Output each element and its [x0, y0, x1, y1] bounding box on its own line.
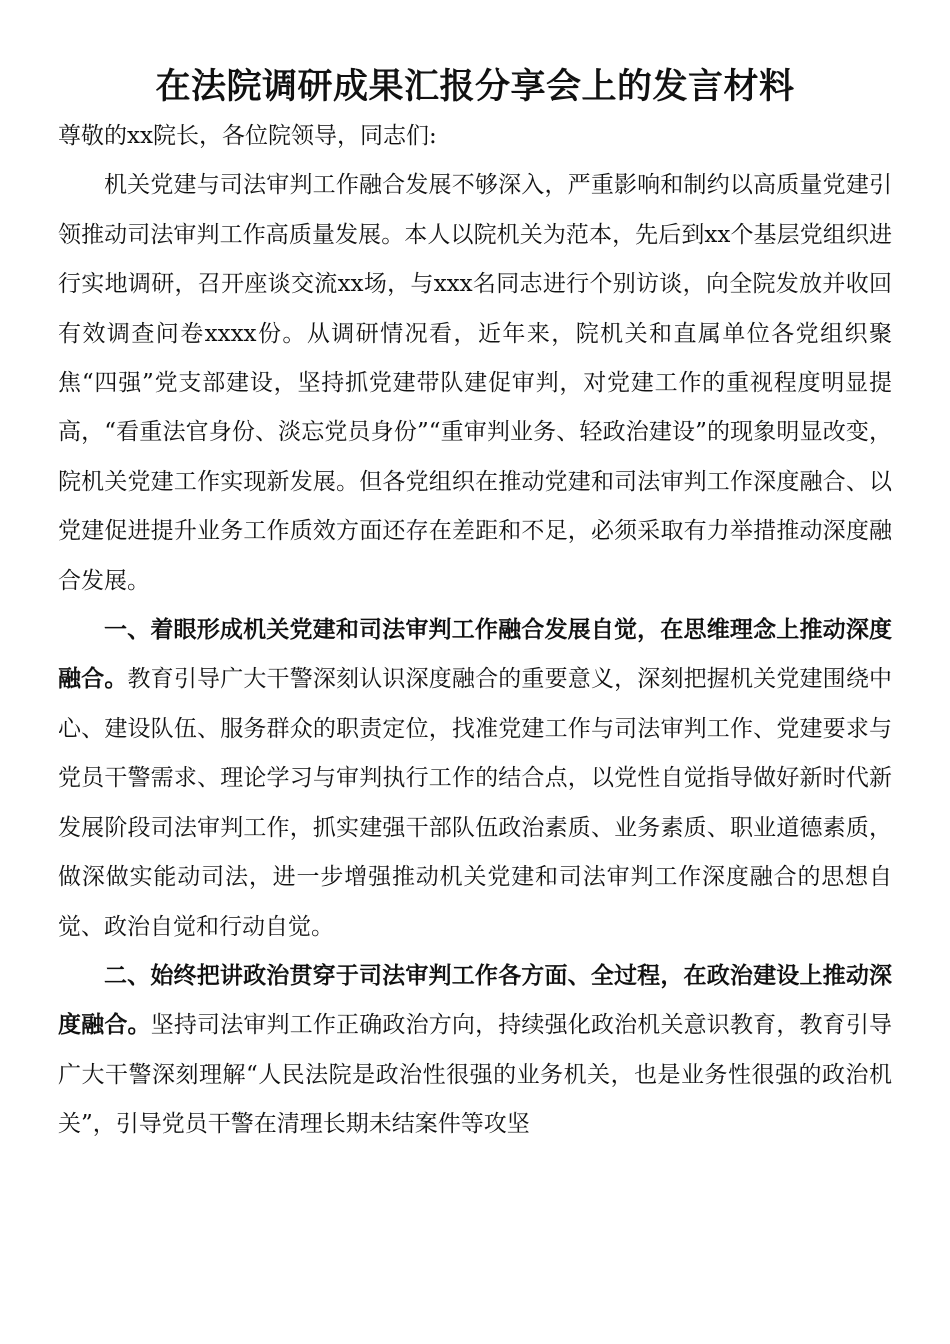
- section-1-heading: 一、着眼形成机关党建和司法审判工作融合发展自觉，在思维理念上推动深度融合。: [58, 617, 892, 693]
- paragraph-intro: [58, 161, 892, 606]
- paragraph-section-2: [58, 952, 892, 1150]
- section-2-text: 坚持司法审判工作正确政治方向，持续强化政治机关意识教育，教育引导广大干警深刻理解“人民法院是政治性很强的业务机关，也是业务性很强的政治机关”，引导党员干警在清理长期未结案件等攻坚: [58, 1012, 893, 1138]
- paragraph-section-1: [58, 606, 892, 952]
- salutation: 尊敬的xx院长，各位院领导，同志们:: [58, 123, 437, 149]
- document-page: [58, 62, 892, 1150]
- document-body: [58, 112, 892, 1150]
- section-2-heading: 二、始终把讲政治贯穿于司法审判工作各方面、全过程，在政治建设上推动深度融合。: [58, 962, 892, 1039]
- paragraph-intro-text: 机关党建与司法审判工作融合发展不够深入，严重影响和制约以高质量党建引领推动司法审判工作高质量发展。本人以院机关为范本，先后到xx个基层党组织进行实地调研，召开座谈交流xx场，与xxx名同志进行个别访谈，向全院发放并收回有效调查问卷xxxx份。从调研情况看，近年来，院机关和直属单位各党组织聚焦“四强”党支部建设，坚持抓党建带队建促审判，对党建工作的重视程度明显提高，“看重法官身份、淡忘党员身份”“重审判业务、轻政治建设”的现象明显改变，院机关党建工作实现新发展。但各党组织在推动党建和司法审判工作深度融合、以党建促进提升业务工作质效方面还存在差距和不足，必须采取有力举措推动深度融合发展。: [58, 172, 892, 594]
- section-1-text: 教育引导广大干警深刻认识深度融合的重要意义，深刻把握机关党建围绕中心、建设队伍、服务群众的职责定位，找准党建工作与司法审判工作、党建要求与党员干警需求、理论学习与审判执行工作的结合点，以党性自觉指导做好新时代新发展阶段司法审判工作，抓实建强干部队伍政治素质、业务素质、职业道德素质，做深做实能动司法，进一步增强推动机关党建和司法审判工作深度融合的思想自觉、政治自觉和行动自觉。: [58, 666, 893, 940]
- document-title: 在法院调研成果汇报分享会上的发言材料: [155, 67, 795, 107]
